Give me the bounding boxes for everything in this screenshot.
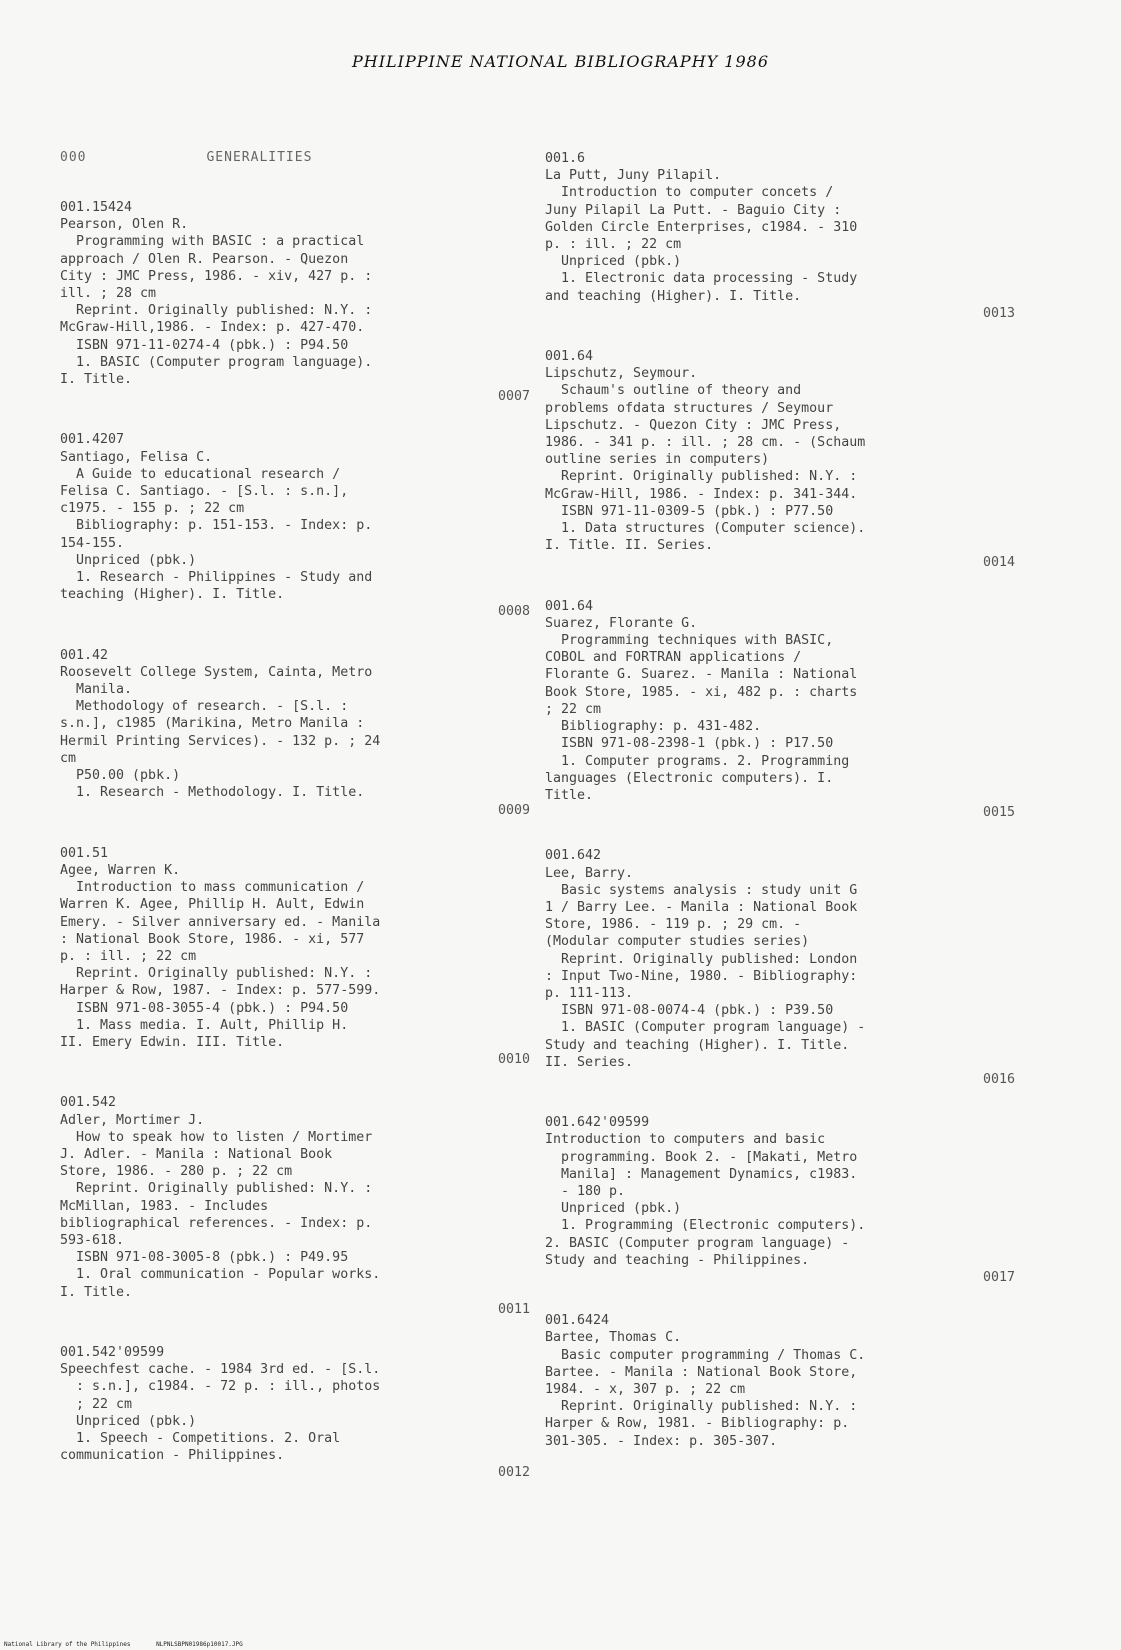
entry-line: Study and teaching - Philippines. (545, 1252, 810, 1268)
entry-line: Agee, Warren K. (60, 862, 181, 878)
entry-line: s.n.], c1985 (Marikina, Metro Manila : (60, 716, 365, 732)
entry-number: 0014 (982, 555, 1015, 571)
entry-line: Reprint. Originally published: N.Y. : (60, 966, 373, 982)
entry-line: p. : ill. ; 22 cm (545, 237, 682, 253)
entry-classification: 001.64 (545, 349, 594, 365)
entry-line: cm (60, 750, 77, 766)
scan-footer (4, 1641, 265, 1648)
entry-line: Reprint. Originally published: N.Y. : (545, 469, 858, 485)
entry-line: c1975. - 155 p. ; 22 cm (60, 501, 245, 517)
entry-number: 0010 (497, 1052, 530, 1068)
entry-classification: 001.4207 (60, 432, 125, 448)
catalog-entry (60, 845, 530, 1069)
entry-line: Reprint. Originally published: London (545, 951, 858, 967)
entry-line: Felisa C. Santiago. - [S.l. : s.n.], (60, 484, 349, 500)
entry-line: Reprint. Originally published: N.Y. : (60, 303, 373, 319)
entry-line: Reprint. Originally published: N.Y. : (545, 1399, 858, 1415)
catalog-entry (60, 199, 530, 405)
entry-number: 0012 (497, 1465, 530, 1481)
entry-line: Manila] : Management Dynamics, c1983. (545, 1166, 858, 1182)
entry-line: McGraw-Hill,1986. - Index: p. 427-470. (60, 320, 365, 336)
entry-line: ill. ; 28 cm (60, 286, 157, 302)
entry-line: 1. Computer programs. 2. Programming (545, 753, 850, 769)
entry-line: Unpriced (pbk.) (545, 254, 682, 270)
entry-line: Unpriced (pbk.) (60, 552, 197, 568)
entry-line: 1. Data structures (Computer science). (545, 521, 866, 537)
entry-line: ; 22 cm (545, 701, 602, 717)
entry-line: Basic computer programming / Thomas C. (545, 1347, 866, 1363)
entry-line: 1. Programming (Electronic computers). (545, 1218, 866, 1234)
entry-line: Golden Circle Enterprises, c1984. - 310 (545, 219, 858, 235)
entry-line: p. 111-113. (545, 985, 634, 1001)
entry-line: ISBN 971-08-2398-1 (pbk.) : P17.50 (545, 736, 834, 752)
entry-number: 0007 (497, 389, 530, 405)
entry-classification: 001.6424 (545, 1313, 610, 1329)
entry-line: - 180 p. (545, 1183, 626, 1199)
entry-line: Basic systems analysis : study unit G (545, 882, 858, 898)
entry-line: ISBN 971-08-3005-8 (pbk.) : P49.95 (60, 1250, 349, 1266)
entry-line: La Putt, Juny Pilapil. (545, 168, 722, 184)
entry-line: outline series in computers) (545, 452, 770, 468)
catalog-entry (545, 847, 1015, 1088)
entry-line: Unpriced (pbk.) (60, 1413, 197, 1429)
catalog-entry (60, 1344, 530, 1482)
entry-classification: 001.642'09599 (545, 1115, 650, 1131)
section-name: GENERALITIES (206, 150, 313, 165)
entry-line: Introduction to computer concets / (545, 185, 834, 201)
entry-line: ISBN 971-08-0074-4 (pbk.) : P39.50 (545, 1003, 834, 1019)
entry-line: 1984. - x, 307 p. ; 22 cm (545, 1382, 746, 1397)
entry-line: Emery. - Silver anniversary ed. - Manila (60, 914, 381, 930)
entry-line: 1. BASIC (Computer program language). (60, 354, 373, 370)
entry-line: Roosevelt College System, Cainta, Metro (60, 664, 373, 680)
right-column (545, 150, 1015, 1476)
entry-line: Introduction to mass communication / (60, 880, 365, 896)
entry-line: II. Emery Edwin. III. Title. (60, 1034, 285, 1050)
entry-line: Manila. (60, 682, 133, 698)
entry-classification: 001.42 (60, 647, 109, 663)
entry-line: p. : ill. ; 22 cm (60, 948, 197, 964)
entry-line: P50.00 (pbk.) (60, 768, 181, 784)
entry-line: Methodology of research. - [S.l. : (60, 699, 349, 715)
entry-line: 1986. - 341 p. : ill. ; 28 cm. - (Schaum (545, 435, 866, 451)
catalog-entry (60, 647, 530, 819)
entry-classification: 001.15424 (60, 200, 133, 215)
entry-line: Study and teaching (Higher). I. Title. (545, 1037, 850, 1053)
entry-line: : Input Two-Nine, 1980. - Bibliography: (545, 968, 858, 984)
entry-line: ISBN 971-11-0274-4 (pbk.) : P94.50 (60, 337, 349, 353)
entry-number: 0016 (982, 1071, 1015, 1087)
entry-line: : National Book Store, 1986. - xi, 577 (60, 931, 365, 947)
catalog-entry (545, 150, 1015, 322)
entry-line: ; 22 cm (60, 1396, 133, 1412)
entry-line: Bibliography: p. 151-153. - Index: p. (60, 518, 373, 534)
entry-line: City : JMC Press, 1986. - xiv, 427 p. : (60, 268, 373, 284)
entry-line: Suarez, Florante G. (545, 615, 698, 631)
entry-line: Reprint. Originally published: N.Y. : (60, 1181, 373, 1197)
section-number: 000 (60, 150, 87, 165)
entry-line: problems ofdata structures / Seymour (545, 400, 834, 416)
entry-line: Harper & Row, 1987. - Index: p. 577-599. (60, 983, 381, 999)
entry-line: McGraw-Hill, 1986. - Index: p. 341-344. (545, 486, 858, 502)
entry-line: and teaching (Higher). I. Title. (545, 288, 802, 304)
entry-line: 1. Research - Philippines - Study and (60, 570, 373, 586)
entry-line: programming. Book 2. - [Makati, Metro (545, 1149, 858, 1165)
entry-line: Warren K. Agee, Phillip H. Ault, Edwin (60, 897, 365, 913)
catalog-entry (545, 1312, 1015, 1450)
entry-line: Hermil Printing Services). - 132 p. ; 24 (60, 733, 381, 749)
entry-line: 1 / Barry Lee. - Manila : National Book (545, 899, 858, 915)
entry-line: Programming with BASIC : a practical (60, 234, 365, 250)
entry-line: Lipschutz. - Quezon City : JMC Press, (545, 417, 842, 433)
entry-line: 1. Oral communication - Popular works. (60, 1267, 381, 1283)
entry-line: communication - Philippines. (60, 1448, 285, 1464)
entry-line: Speechfest cache. - 1984 3rd ed. - [S.l. (60, 1362, 381, 1378)
entry-line: (Modular computer studies series) (545, 934, 810, 950)
entry-line: Lipschutz, Seymour. (545, 366, 698, 382)
entry-classification: 001.542'09599 (60, 1344, 165, 1360)
entry-line: How to speak how to listen / Mortimer (60, 1129, 373, 1145)
entry-line: Juny Pilapil La Putt. - Baguio City : (545, 202, 842, 218)
entry-line: J. Adler. - Manila : National Book (60, 1146, 333, 1162)
entry-line: Introduction to computers and basic (545, 1132, 826, 1148)
entry-line: Book Store, 1985. - xi, 482 p. : charts (545, 684, 858, 700)
entry-number: 0011 (497, 1301, 530, 1317)
entry-line: II. Series. (545, 1054, 634, 1070)
entry-classification: 001.6 (545, 151, 586, 166)
entry-line: Schaum's outline of theory and (545, 383, 802, 399)
entry-line: ISBN 971-08-3055-4 (pbk.) : P94.50 (60, 1000, 349, 1016)
catalog-entry (545, 348, 1015, 572)
entry-number: 0017 (982, 1269, 1015, 1285)
entry-line: Lee, Barry. (545, 865, 634, 881)
entry-line: Bartee. - Manila : National Book Store, (545, 1364, 858, 1380)
entry-line: 1. Speech - Competitions. 2. Oral (60, 1431, 341, 1446)
entry-line: McMillan, 1983. - Includes (60, 1198, 269, 1214)
entry-line: 593-618. (60, 1232, 125, 1248)
entry-classification: 001.642 (545, 848, 602, 864)
catalog-entry (545, 1114, 1015, 1286)
entry-line: languages (Electronic computers). I. (545, 770, 834, 786)
section-heading (60, 150, 530, 165)
entry-line: 1. Research - Methodology. I. Title. (60, 785, 365, 801)
entry-line: Title. (545, 787, 594, 803)
entry-line: Programming techniques with BASIC, (545, 633, 834, 649)
entry-line: Unpriced (pbk.) (545, 1201, 682, 1217)
entry-line: Adler, Mortimer J. (60, 1112, 205, 1128)
entry-line: 2. BASIC (Computer program language) - (545, 1235, 850, 1251)
entry-line: I. Title. (60, 372, 133, 388)
entry-line: 1. BASIC (Computer program language) - (545, 1020, 866, 1036)
entry-line: Bibliography: p. 431-482. (545, 719, 762, 735)
entry-line: Pearson, Olen R. (60, 217, 189, 233)
entry-number: 0013 (982, 305, 1015, 321)
entry-classification: 001.64 (545, 598, 594, 614)
entry-line: Bartee, Thomas C. (545, 1330, 682, 1346)
footer-library: National Library of the Philippines (4, 1641, 131, 1648)
entry-line: A Guide to educational research / (60, 466, 341, 482)
catalog-entry (60, 431, 530, 620)
entry-line: ISBN 971-11-0309-5 (pbk.) : P77.50 (545, 503, 834, 519)
entry-line: 1. Electronic data processing - Study (545, 271, 858, 287)
entry-number: 0015 (982, 805, 1015, 821)
entry-classification: 001.542 (60, 1095, 117, 1111)
entry-number: 0009 (497, 802, 530, 818)
entry-line: bibliographical references. - Index: p. (60, 1215, 373, 1231)
entry-line: I. Title. II. Series. (545, 538, 714, 554)
entry-line: I. Title. (60, 1284, 133, 1300)
entry-line: COBOL and FORTRAN applications / (545, 650, 802, 666)
left-column (60, 150, 530, 1508)
entry-line: 1. Mass media. I. Ault, Phillip H. (60, 1017, 349, 1033)
entry-line: : s.n.], c1984. - 72 p. : ill., photos (60, 1379, 381, 1395)
entry-line: 154-155. (60, 535, 125, 551)
footer-file: NLPNLSBPN01986p10017.JPG (156, 1641, 243, 1648)
entry-line: teaching (Higher). I. Title. (60, 587, 285, 603)
entry-line: 301-305. - Index: p. 305-307. (545, 1433, 778, 1449)
entry-line: Harper & Row, 1981. - Bibliography: p. (545, 1416, 850, 1432)
entry-line: approach / Olen R. Pearson. - Quezon (60, 251, 349, 267)
entry-line: Store, 1986. - 280 p. ; 22 cm (60, 1164, 293, 1180)
entry-line: Santiago, Felisa C. (60, 449, 213, 465)
entry-classification: 001.51 (60, 845, 109, 861)
entry-line: Florante G. Suarez. - Manila : National (545, 667, 858, 683)
catalog-entry (60, 1094, 530, 1318)
entry-line: Store, 1986. - 119 p. ; 29 cm. - (545, 917, 802, 933)
page-header-title: PHILIPPINE NATIONAL BIBLIOGRAPHY 1986 (351, 52, 770, 71)
entry-number: 0008 (497, 604, 530, 620)
catalog-entry (545, 598, 1015, 822)
